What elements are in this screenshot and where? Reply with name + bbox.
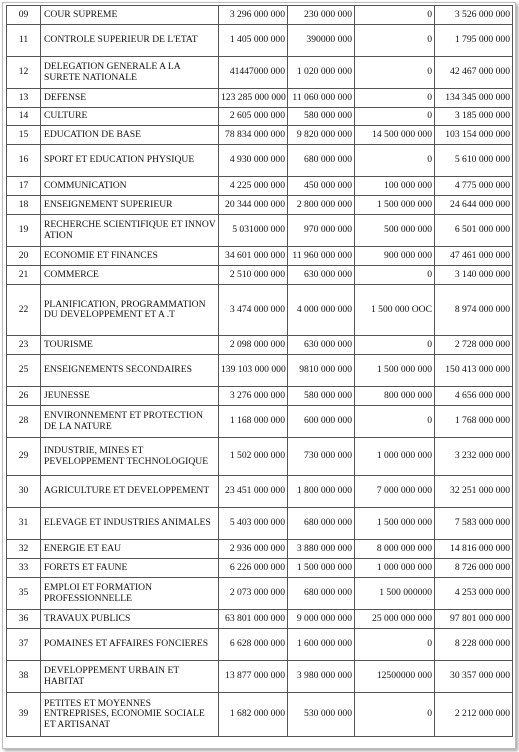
value-1-cell: 3 296 000 000	[219, 6, 288, 25]
value-2-cell: 680 000 000	[288, 508, 355, 540]
table-row	[7, 559, 513, 578]
table-row	[7, 661, 513, 693]
value-3-cell: 1 500 000 000	[355, 355, 435, 387]
total-cell: 4 656 000 000	[435, 387, 513, 406]
code-cell: 20	[7, 247, 41, 266]
budget-table-body	[7, 6, 513, 737]
value-3-cell: 0	[355, 693, 435, 737]
value-3-cell: 100 000 000	[355, 177, 435, 196]
name-cell: ELEVAGE ET INDUSTRIES ANIMALES	[41, 508, 219, 540]
value-3-cell: 0	[355, 266, 435, 285]
total-cell: 32 251 000 000	[435, 476, 513, 508]
value-3-cell: 1 500 000000	[355, 578, 435, 610]
name-cell: ECONOMIE ET FINANCES	[41, 247, 219, 266]
table-row	[7, 177, 513, 196]
value-2-cell: 3 980 000 000	[288, 661, 355, 693]
total-cell: 1 795 000 000	[435, 25, 513, 57]
value-3-cell: 0	[355, 25, 435, 57]
table-row	[7, 355, 513, 387]
table-row	[7, 693, 513, 737]
value-2-cell: 11 960 000 000	[288, 247, 355, 266]
value-1-cell: 2 510 000 000	[219, 266, 288, 285]
value-2-cell: 9810 000 000	[288, 355, 355, 387]
value-3-cell: 500 000 000	[355, 215, 435, 247]
value-1-cell: 139 103 000 000	[219, 355, 288, 387]
value-2-cell: 230 000 000	[288, 6, 355, 25]
value-3-cell: 1 500 000 000	[355, 508, 435, 540]
code-cell: 21	[7, 266, 41, 285]
value-1-cell: 34 601 000 000	[219, 247, 288, 266]
value-2-cell: 630 000 000	[288, 266, 355, 285]
code-cell: 22	[7, 285, 41, 336]
value-3-cell: 800 000 000	[355, 387, 435, 406]
total-cell: 7 583 000 000	[435, 508, 513, 540]
value-2-cell: 1 500 000 000	[288, 559, 355, 578]
code-cell: 37	[7, 629, 41, 661]
name-cell: RECHERCHE SCIENTIFIQUE ET INNOV ATION	[41, 215, 219, 247]
code-cell: 33	[7, 559, 41, 578]
table-row	[7, 336, 513, 355]
value-1-cell: 78 834 000 000	[219, 126, 288, 145]
value-2-cell: 1 020 000 000	[288, 57, 355, 89]
value-2-cell: 9 000 000 000	[288, 610, 355, 629]
value-1-cell: 13 877 000 000	[219, 661, 288, 693]
value-2-cell: 9 820 000 000	[288, 126, 355, 145]
value-1-cell: 5 403 000 000	[219, 508, 288, 540]
total-cell: 47 461 000 000	[435, 247, 513, 266]
table-row	[7, 25, 513, 57]
value-1-cell: 6 628 000 000	[219, 629, 288, 661]
code-cell: 11	[7, 25, 41, 57]
total-cell: 24 644 000 000	[435, 196, 513, 215]
name-cell: ENERGIE ET EAU	[41, 540, 219, 559]
total-cell: 8 228 000 000	[435, 629, 513, 661]
value-2-cell: 3 880 000 000	[288, 540, 355, 559]
value-3-cell: 12500000 000	[355, 661, 435, 693]
value-3-cell: 0	[355, 145, 435, 177]
table-row	[7, 57, 513, 89]
name-cell: COMMUNICATION	[41, 177, 219, 196]
value-2-cell: 580 000 000	[288, 108, 355, 126]
code-cell: 16	[7, 145, 41, 177]
code-cell: 18	[7, 196, 41, 215]
code-cell: 29	[7, 438, 41, 476]
total-cell: 3 526 000 000	[435, 6, 513, 25]
value-2-cell: 2 800 000 000	[288, 196, 355, 215]
code-cell: 09	[7, 6, 41, 25]
value-3-cell: 900 000 000	[355, 247, 435, 266]
value-3-cell: 8 000 000 000	[355, 540, 435, 559]
name-cell: ENVIRONNEMENT ET PROTECTION DE LA NATURE	[41, 406, 219, 438]
total-cell: 30 357 000 000	[435, 661, 513, 693]
total-cell: 3 185 000 000	[435, 108, 513, 126]
table-row	[7, 89, 513, 108]
table-row	[7, 476, 513, 508]
total-cell: 103 154 000 000	[435, 126, 513, 145]
code-cell: 36	[7, 610, 41, 629]
value-3-cell: 1 500 000 OOC	[355, 285, 435, 336]
value-3-cell: 0	[355, 57, 435, 89]
value-3-cell: 1 500 000 000	[355, 196, 435, 215]
value-2-cell: 11 060 000 000	[288, 89, 355, 108]
total-cell: 150 413 000 000	[435, 355, 513, 387]
value-3-cell: 0	[355, 406, 435, 438]
name-cell: DELEGATION GENERALE A LA SURETE NATIONALE	[41, 57, 219, 89]
table-row	[7, 108, 513, 126]
code-cell: 12	[7, 57, 41, 89]
total-cell: 8 726 000 000	[435, 559, 513, 578]
value-1-cell: 5 031000 000	[219, 215, 288, 247]
value-2-cell: 630 000 000	[288, 336, 355, 355]
name-cell: ENSEIGNEMENTS SECONDAIRES	[41, 355, 219, 387]
name-cell: COMMERCE	[41, 266, 219, 285]
value-2-cell: 680 000 000	[288, 578, 355, 610]
code-cell: 17	[7, 177, 41, 196]
code-cell: 25	[7, 355, 41, 387]
code-cell: 39	[7, 693, 41, 737]
value-1-cell: 4 930 000 000	[219, 145, 288, 177]
value-3-cell: 1 000 000 000	[355, 438, 435, 476]
value-1-cell: 3 474 000 000	[219, 285, 288, 336]
table-row	[7, 266, 513, 285]
table-row	[7, 610, 513, 629]
value-3-cell: 0	[355, 108, 435, 126]
table-row	[7, 578, 513, 610]
value-1-cell: 123 285 000 000	[219, 89, 288, 108]
value-3-cell: 7 000 000 000	[355, 476, 435, 508]
value-2-cell: 390000 000	[288, 25, 355, 57]
code-cell: 38	[7, 661, 41, 693]
value-3-cell: 0	[355, 89, 435, 108]
code-cell: 13	[7, 89, 41, 108]
name-cell: COUR SUPREME	[41, 6, 219, 25]
total-cell: 2 212 000 000	[435, 693, 513, 737]
table-row	[7, 247, 513, 266]
value-1-cell: 6 226 000 000	[219, 559, 288, 578]
code-cell: 32	[7, 540, 41, 559]
value-1-cell: 23 451 000 000	[219, 476, 288, 508]
value-3-cell: 14 500 000 000	[355, 126, 435, 145]
value-3-cell: 0	[355, 336, 435, 355]
value-2-cell: 600 000 000	[288, 406, 355, 438]
value-2-cell: 580 000 000	[288, 387, 355, 406]
value-1-cell: 3 276 000 000	[219, 387, 288, 406]
name-cell: POMAINES ET AFFAIRES FONCIERES	[41, 629, 219, 661]
value-2-cell: 530 000 000	[288, 693, 355, 737]
budget-table	[6, 5, 513, 737]
value-1-cell: 1 168 000 000	[219, 406, 288, 438]
table-row	[7, 406, 513, 438]
table-row	[7, 629, 513, 661]
value-3-cell: 25 000 000 000	[355, 610, 435, 629]
value-1-cell: 20 344 000 000	[219, 196, 288, 215]
name-cell: PETITES ET MOYENNES ENTREPRISES, ECONOMIE SOCIALE ET ARTISANAT	[41, 693, 219, 737]
name-cell: EMPLOI ET FORMATION PROFESSIONNELLE	[41, 578, 219, 610]
table-row	[7, 387, 513, 406]
name-cell: SPORT ET EDUCATION PHYSIQUE	[41, 145, 219, 177]
table-row	[7, 126, 513, 145]
name-cell: CONTROLE SUPERIEUR DE L'ETAT	[41, 25, 219, 57]
value-2-cell: 4 000 000 000	[288, 285, 355, 336]
code-cell: 19	[7, 215, 41, 247]
table-row	[7, 145, 513, 177]
name-cell: TRAVAUX PUBLICS	[41, 610, 219, 629]
value-2-cell: 970 000 000	[288, 215, 355, 247]
code-cell: 28	[7, 406, 41, 438]
code-cell: 35	[7, 578, 41, 610]
value-1-cell: 1 682 000 000	[219, 693, 288, 737]
value-1-cell: 4 225 000 000	[219, 177, 288, 196]
table-row	[7, 6, 513, 25]
total-cell: 4 775 000 000	[435, 177, 513, 196]
name-cell: DEVELOPPEMENT URBAIN ET HABITAT	[41, 661, 219, 693]
value-2-cell: 730 000 000	[288, 438, 355, 476]
total-cell: 42 467 000 000	[435, 57, 513, 89]
total-cell: 2 728 000 000	[435, 336, 513, 355]
value-1-cell: 2 605 000 000	[219, 108, 288, 126]
value-2-cell: 680 000 000	[288, 145, 355, 177]
name-cell: JEUNESSE	[41, 387, 219, 406]
table-row	[7, 438, 513, 476]
document-page	[2, 2, 516, 749]
code-cell: 23	[7, 336, 41, 355]
code-cell: 26	[7, 387, 41, 406]
total-cell: 1 768 000 000	[435, 406, 513, 438]
value-1-cell: 2 936 000 000	[219, 540, 288, 559]
table-row	[7, 508, 513, 540]
code-cell: 30	[7, 476, 41, 508]
value-1-cell: 1 405 000 000	[219, 25, 288, 57]
name-cell: INDUSTRIE, MINES ET PEVELOPPEMENT TECHNOLOGIQUE	[41, 438, 219, 476]
name-cell: ENSEIGNEMENT SUPERIEUR	[41, 196, 219, 215]
name-cell: FORETS ET FAUNE	[41, 559, 219, 578]
total-cell: 97 801 000 000	[435, 610, 513, 629]
code-cell: 14	[7, 108, 41, 126]
value-2-cell: 450 000 000	[288, 177, 355, 196]
value-3-cell: 0	[355, 6, 435, 25]
name-cell: AGRICULTURE ET DEVELOPPEMENT	[41, 476, 219, 508]
total-cell: 8 974 000 000	[435, 285, 513, 336]
table-row	[7, 215, 513, 247]
value-3-cell: 1 000 000 000	[355, 559, 435, 578]
value-3-cell: 0	[355, 629, 435, 661]
value-1-cell: 41447000 000	[219, 57, 288, 89]
value-1-cell: 2 098 000 000	[219, 336, 288, 355]
table-row	[7, 196, 513, 215]
value-2-cell: 1 600 000 000	[288, 629, 355, 661]
total-cell: 134 345 000 000	[435, 89, 513, 108]
total-cell: 3 140 000 000	[435, 266, 513, 285]
name-cell: EDUCATION DE BASE	[41, 126, 219, 145]
total-cell: 3 232 000 000	[435, 438, 513, 476]
table-row	[7, 540, 513, 559]
value-1-cell: 2 073 000 000	[219, 578, 288, 610]
total-cell: 6 501 000 000	[435, 215, 513, 247]
total-cell: 5 610 000 000	[435, 145, 513, 177]
name-cell: TOURISME	[41, 336, 219, 355]
value-1-cell: 63 801 000 000	[219, 610, 288, 629]
total-cell: 4 253 000 000	[435, 578, 513, 610]
name-cell: PLANIFICATION, PROGRAMMATION DU DEVELOPPEMENT ET A .T	[41, 285, 219, 336]
table-row	[7, 285, 513, 336]
total-cell: 14 816 000 000	[435, 540, 513, 559]
value-1-cell: 1 502 000 000	[219, 438, 288, 476]
code-cell: 15	[7, 126, 41, 145]
value-2-cell: 1 800 000 000	[288, 476, 355, 508]
code-cell: 31	[7, 508, 41, 540]
name-cell: CULTURE	[41, 108, 219, 126]
name-cell: DEFENSE	[41, 89, 219, 108]
